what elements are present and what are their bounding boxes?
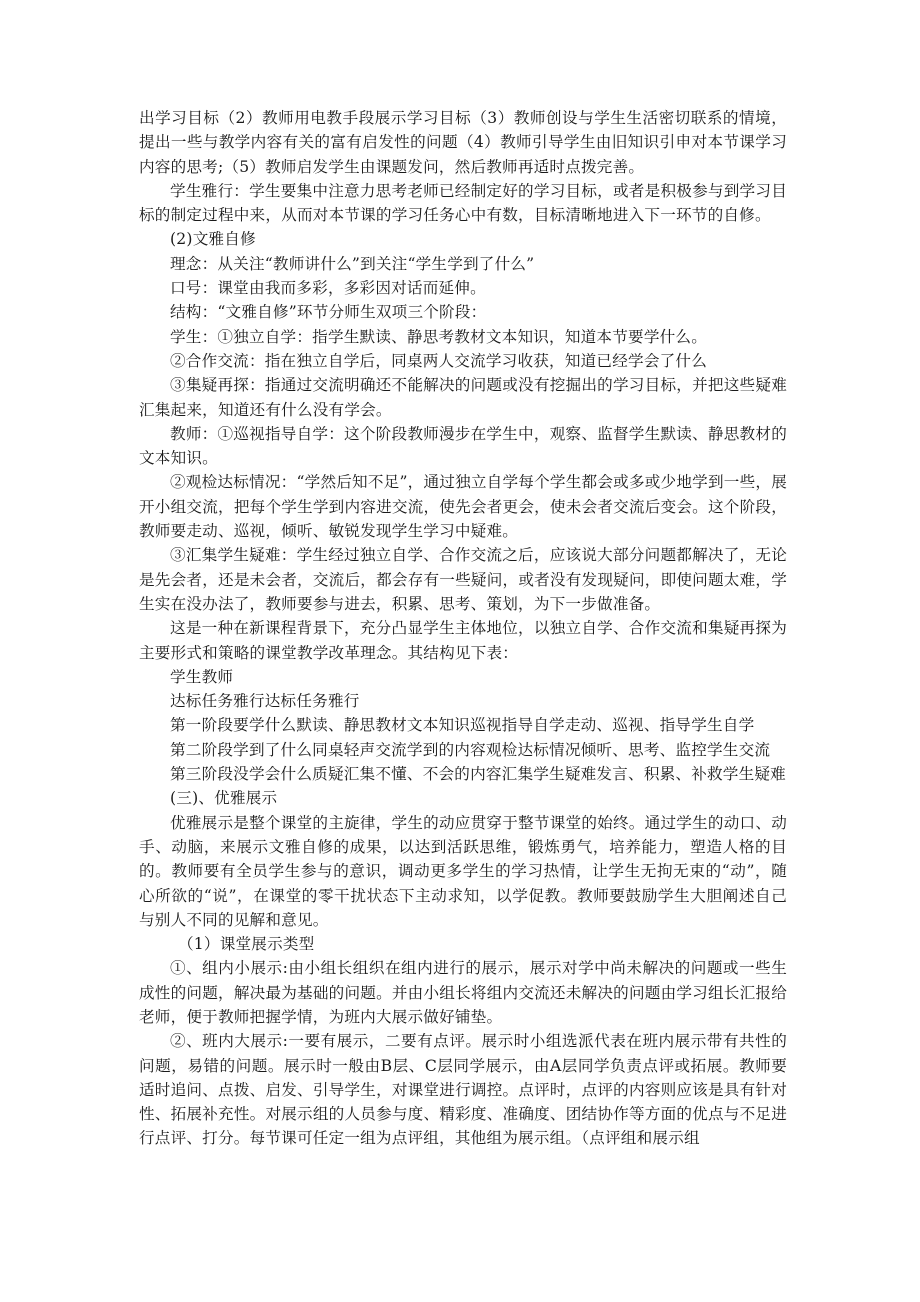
table-line: 第三阶段没学会什么质疑汇集不懂、不会的内容汇集学生疑难发言、积累、补救学生疑难 <box>170 765 786 784</box>
paragraph: 学生雅行：学生要集中注意力思考老师已经制定好的学习目标，或者是积极参与到学习目标的制定过程中来，从而对本节课的学习任务心中有数，目标清晰地进入下一环节的自修。 <box>139 181 787 225</box>
paragraph: 出学习目标（2）教师用电教手段展示学习目标（3）教师创设与学生生活密切联系的情境，提出一些与教学内容有关的富有启发性的问题（4）教师引导学生由旧知识引申对本节课学习内容的思考;（5）教师启发学生由课题发问，然后教师再适时点拨完善。 <box>139 109 787 176</box>
section-heading: (2)文雅自修 <box>170 230 256 249</box>
paragraph: 结构：“文雅自修”环节分师生双项三个阶段： <box>170 303 487 322</box>
paragraph: 学生：①独立自学：指学生默读、静思考教材文本知识，知道本节要学什么。 <box>170 327 707 346</box>
paragraph: 这是一种在新课程背景下，充分凸显学生主体地位，以独立自学、合作交流和集疑再探为主要形式和策略的课堂教学改革理念。其结构见下表： <box>139 619 787 662</box>
paragraph: ①、组内小展示:由小组长组织在组内进行的展示，展示对学中尚未解决的问题或一些生成性的问题，解决最为基础的问题。并由小组长将组内交流还未解决的问题由学习组长汇报给老师，便于教师把握学情，为班内大展示做好铺垫。 <box>139 959 787 1026</box>
table-line: 第二阶段学到了什么同桌轻声交流学到的内容观检达标情况倾听、思考、监控学生交流 <box>170 740 771 759</box>
paragraph: ③集疑再探：指通过交流明确还不能解决的问题或没有挖掘出的学习目标，并把这些疑难汇集起来，知道还有什么没有学会。 <box>139 376 787 419</box>
paragraph: ②合作交流：指在独立自学后，同桌两人交流学习收获，知道已经学会了什么 <box>170 351 707 370</box>
subsection-heading: （1）课堂展示类型 <box>178 935 315 954</box>
table-line: 学生教师 <box>170 667 234 686</box>
paragraph: ③汇集学生疑难：学生经过独立自学、合作交流之后，应该说大部分问题都解决了，无论是先会者，还是未会者，交流后，都会存有一些疑问，或者没有发现疑问，即使问题太难，学生实在没办法了，教师要参与进去，积累、思考、策划，为下一步做准备。 <box>139 546 787 613</box>
table-line: 达标任务雅行达标任务雅行 <box>170 692 360 711</box>
paragraph: 教师：①巡视指导自学：这个阶段教师漫步在学生中，观察、监督学生默读、静思教材的文本知识。 <box>139 424 787 468</box>
paragraph: 优雅展示是整个课堂的主旋律，学生的动应贯穿于整节课堂的始终。通过学生的动口、动手、动脑，来展示文雅自修的成果，以达到活跃思维，锻炼勇气，培养能力，塑造人格的目的。教师要有全员学生参与的意识，调动更多学生的学习热情，让学生无拘无束的“动”，随心所欲的“说”，在课堂的零干扰状态下主动求知，以学促教。教师要鼓励学生大胆阐述自己与别人不同的见解和意见。 <box>139 813 787 929</box>
table-line: 第一阶段要学什么默读、静思教材文本知识巡视指导自学走动、巡视、指导学生自学 <box>170 716 755 735</box>
paragraph: 理念：从关注“教师讲什么”到关注“学生学到了什么” <box>170 254 535 273</box>
section-heading: (三)、优雅展示 <box>170 789 278 808</box>
document-page <box>139 106 787 1151</box>
paragraph: ②、班内大展示:一要有展示，二要有点评。展示时小组选派代表在班内展示带有共性的问题，易错的问题。展示时一般由B层、C层同学展示，由A层同学负责点评或拓展。教师要适时追问、点拨、启发、引导学生，对课堂进行调控。点评时，点评的内容则应该是具有针对性、拓展补充性。对展示组的人员参与度、精彩度、准确度、团结协作等方面的优点与不足进行点评、打分。每节课可任定一组为点评组，其他组为展示组。（点评组和展示组 <box>139 1032 787 1148</box>
paragraph: 口号：课堂由我而多彩，多彩因对话而延伸。 <box>170 279 486 298</box>
paragraph: ②观检达标情况：“学然后知不足”，通过独立自学每个学生都会或多或少地学到一些，展开小组交流，把每个学生学到内容进交流，使先会者更会，使未会者交流后变会。这个阶段，教师要走动、巡视，倾听、敏锐发现学生学习中疑难。 <box>139 473 787 541</box>
